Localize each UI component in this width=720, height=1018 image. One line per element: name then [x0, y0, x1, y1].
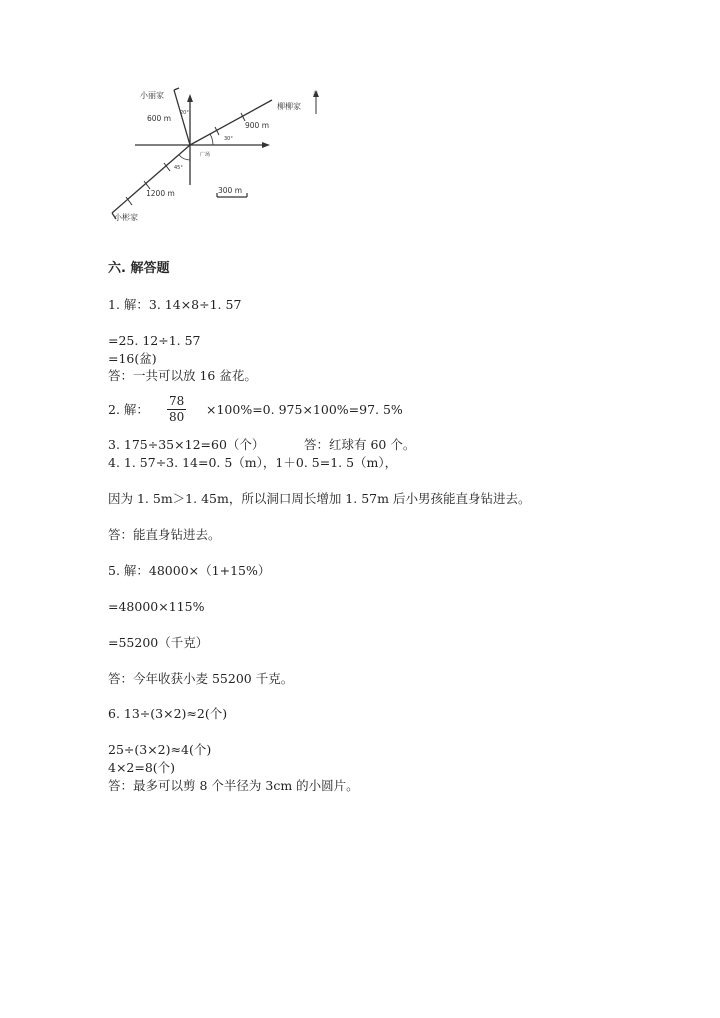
section-title: 六. 解答题 — [108, 261, 170, 276]
label-xiaobin-home: 小彬家 — [114, 213, 138, 222]
q5-line3: =55200（千克） — [108, 635, 209, 650]
q2-fraction — [167, 394, 186, 425]
q4-line2: 因为 1. 5m＞1. 45m，所以洞口周长增加 1. 57m 后小男孩能直身钻进去。 — [108, 491, 531, 506]
north-arrow-head — [187, 94, 193, 102]
label-xiaoli-home: 小丽家 — [140, 91, 164, 100]
q5-answer: 答：今年收获小麦 55200 千克。 — [108, 671, 294, 686]
path-to-xiaobin — [112, 145, 190, 213]
q2-numerator: 78 — [169, 394, 185, 408]
q1-line3: =16(盆) — [108, 351, 157, 366]
label-square: 广场 — [200, 152, 211, 158]
q2-prefix: 2. 解： — [108, 402, 149, 417]
q3-answer: 答：红球有 60 个。 — [304, 437, 416, 452]
label-angle-20: 20° — [180, 110, 189, 116]
label-dist-600: 600 m — [147, 114, 172, 123]
q3-line1: 3. 175÷35×12=60（个） — [108, 437, 265, 452]
q1-line1: 1. 解：3. 14×8÷1. 57 — [108, 297, 242, 312]
label-north: 北 — [313, 91, 319, 97]
q6-answer: 答：最多可以剪 8 个半径为 3cm 的小圆片。 — [108, 778, 359, 793]
direction-map-diagram — [100, 80, 340, 230]
label-dist-1200: 1200 m — [146, 189, 175, 198]
label-scale: 300 m — [218, 186, 243, 195]
east-arrow-head — [262, 142, 270, 148]
label-dist-900: 900 m — [245, 121, 270, 130]
q2-denominator: 80 — [169, 410, 185, 424]
label-angle-45: 45° — [174, 165, 183, 171]
label-liuliu-home: 柳柳家 — [277, 102, 301, 111]
angle-arc-30 — [210, 134, 213, 145]
angle-arc-45 — [179, 155, 190, 160]
q4-line1: 4. 1. 57÷3. 14=0. 5（m），1＋0. 5=1. 5（m）， — [108, 455, 398, 470]
q1-answer: 答：一共可以放 16 盆花。 — [108, 368, 257, 383]
q6-line2: 25÷(3×2)≈4(个) — [108, 742, 212, 757]
q6-line1: 6. 13÷(3×2)≈2(个) — [108, 706, 228, 721]
q2-expression: ×100%=0. 975×100%=97. 5% — [206, 402, 403, 417]
q5-line2: =48000×115% — [108, 599, 205, 614]
q5-line1: 5. 解：48000×（1+15%） — [108, 563, 271, 578]
q4-answer: 答：能直身钻进去。 — [108, 527, 221, 542]
q6-line3: 4×2=8(个) — [108, 760, 176, 775]
label-angle-30: 30° — [224, 136, 233, 142]
path-xiaoli-end — [174, 88, 179, 90]
path-to-xiaoli — [174, 90, 190, 145]
q1-line2: =25. 12÷1. 57 — [108, 333, 201, 348]
